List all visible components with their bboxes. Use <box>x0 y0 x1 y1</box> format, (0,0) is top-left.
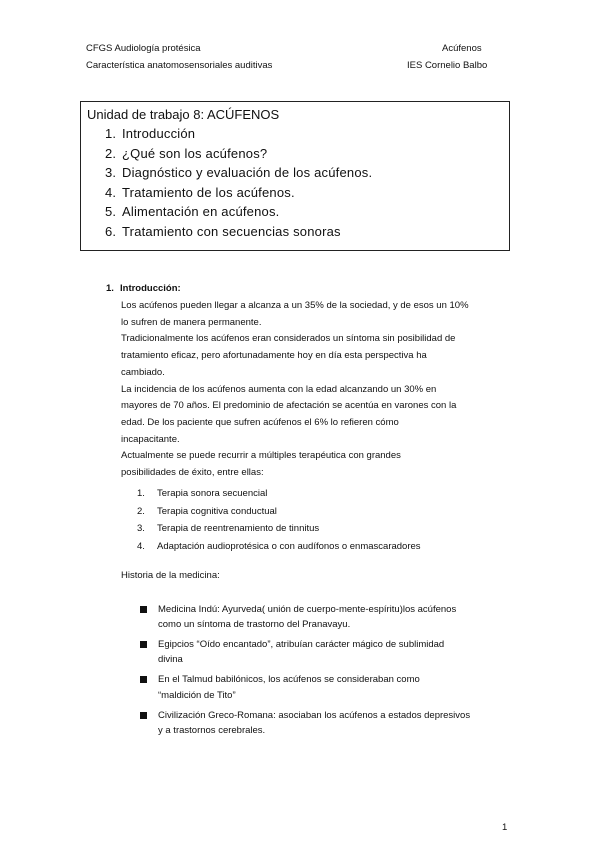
page-number: 1 <box>502 822 508 833</box>
therapy-item: 4. Adaptación audioprotésica o con audífonos o enmascaradores <box>137 540 421 552</box>
toc-item: 2. ¿Qué son los acúfenos? <box>105 145 268 161</box>
body-line: tratamiento eficaz, pero afortunadamente hoy en día esta perspectiva ha <box>121 350 427 362</box>
toc-item: 4. Tratamiento de los acúfenos. <box>105 184 295 200</box>
body-line: mayores de 70 años. El predominio de afectación se acentúa en varones con la <box>121 400 457 412</box>
therapy-item: 1. Terapia sonora secuencial <box>137 488 268 499</box>
section-number: 1. <box>106 283 114 294</box>
square-bullet-icon <box>140 676 147 683</box>
toc-item: 3. Diagnóstico y evaluación de los acúfenos. <box>105 165 373 180</box>
header-module: Característica anatomosensoriales auditivas <box>86 60 273 71</box>
section-body <box>121 298 469 482</box>
header-course: CFGS Audiología protésica <box>86 43 201 54</box>
body-line: posibilidades de éxito, entre ellas: <box>121 467 264 479</box>
body-line: lo sufren de manera permanente. <box>121 316 262 328</box>
header-topic: Acúfenos <box>442 43 482 54</box>
history-item: En el Talmud babilónicos, los acúfenos se consideraban como “maldición de Tito” <box>140 672 470 702</box>
unit-contents-box <box>80 101 510 251</box>
body-line: cambiado. <box>121 366 165 378</box>
body-line: Tradicionalmente los acúfenos eran considerados un síntoma sin posibilidad de <box>121 333 456 345</box>
square-bullet-icon <box>140 712 147 719</box>
toc-item: 1. Introducción <box>105 126 196 141</box>
square-bullet-icon <box>140 641 147 648</box>
toc-item: 6. Tratamiento con secuencias sonoras <box>105 223 341 239</box>
history-list <box>140 602 470 743</box>
toc-item: 5. Alimentación en acúfenos. <box>105 204 280 219</box>
section-heading <box>106 283 181 294</box>
therapy-item: 3. Terapia de reentrenamiento de tinnitus <box>137 523 320 534</box>
unit-title: Unidad de trabajo 8: ACÚFENOS <box>87 107 280 122</box>
history-item: Medicina Indú: Ayurveda( unión de cuerpo-mente-espíritu)los acúfenos como un síntoma de trastorno del Pranavayu. <box>140 602 470 632</box>
section-title: Introducción: <box>120 283 181 294</box>
history-item: Civilización Greco-Romana: asociaban los acúfenos a estados depresivos y a trastornos cerebrales. <box>140 708 470 738</box>
therapy-item: 2. Terapia cognitiva conductual <box>137 505 277 517</box>
square-bullet-icon <box>140 606 147 613</box>
therapy-list <box>137 485 421 555</box>
header-school: IES Cornelio Balbo <box>407 60 488 71</box>
history-label: Historia de la medicina: <box>121 570 220 581</box>
unit-contents-list <box>105 124 372 241</box>
body-line: Los acúfenos pueden llegar a alcanza a un 35% de la sociedad, y de esos un 10% <box>121 300 469 311</box>
body-line: incapacitante. <box>121 433 180 445</box>
body-line: La incidencia de los acúfenos aumenta con la edad alcanzando un 30% en <box>121 383 437 395</box>
body-line: Actualmente se puede recurrir a múltiples terapéutica con grandes <box>121 450 401 462</box>
history-item: Egipcios “Oído encantado”, atribuían carácter mágico de sublimidad divina <box>140 637 470 667</box>
body-line: edad. De los paciente que sufren acúfenos el 6% lo refieren cómo <box>121 416 399 428</box>
